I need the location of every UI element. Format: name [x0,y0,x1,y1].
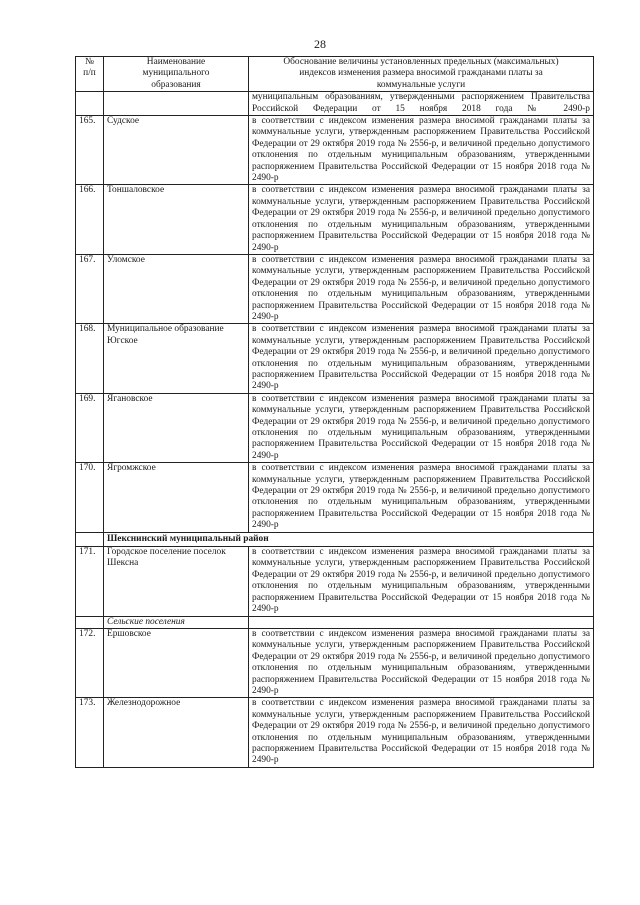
municipality-name: Тоншаловское [104,185,249,254]
header-name: Наименование муниципального образования [104,57,249,92]
table-row [76,393,594,462]
table-cell [76,532,104,546]
municipality-name: Ершовское [104,628,249,697]
table-row [76,463,594,532]
basis-cell: в соответствии с индексом изменения размера вносимой гражданами платы за коммунальные услуги, утвержденным распоряжением Правительства Российской Федерации от 29 октября 2019 года № 2556-р, и величиной предельно допустимого отклонения по отдельным муниципальным образованиям, утвержденными распоряжением Правительства Российской Федерации от 15 ноября 2018 года № 2490-р [249,698,594,767]
municipality-name: Городское поселение поселок Шексна [104,547,249,616]
page-number: 28 [314,37,326,51]
header-basis: Обоснование величины установленных предельных (максимальных) индексов изменения размера вносимой гражданами платы за коммунальные услуги [249,57,594,92]
tariff-index-table [75,56,594,768]
basis-cell: в соответствии с индексом изменения размера вносимой гражданами платы за коммунальные услуги, утвержденным распоряжением Правительства Российской Федерации от 29 октября 2019 года № 2556-р, и величиной предельно допустимого отклонения по отдельным муниципальным образованиям, утвержденными распоряжением Правительства Российской Федерации от 15 ноября 2018 года № 2490-р [249,116,594,185]
municipality-name: Судское [104,116,249,185]
basis-cell-continuation: муниципальным образованиям, утвержденными распоряжением Правительства Российской Федерации от 15 ноября 2018 года № 2490-р [249,92,594,116]
municipality-name: Уломское [104,254,249,323]
table-row [76,116,594,185]
section-row [76,532,594,546]
subsection-title: Сельские поселения [104,616,249,628]
table-row [76,324,594,393]
table-row [76,628,594,697]
basis-cell: в соответствии с индексом изменения размера вносимой гражданами платы за коммунальные услуги, утвержденным распоряжением Правительства Российской Федерации от 29 октября 2019 года № 2556-р, и величиной предельно допустимого отклонения по отдельным муниципальным образованиям, утвержденными распоряжением Правительства Российской Федерации от 15 ноября 2018 года № 2490-р [249,547,594,616]
row-number: 172. [76,628,104,697]
table-cell [249,616,594,628]
row-number: 168. [76,324,104,393]
table-cell [104,92,249,116]
table-cell [76,92,104,116]
row-number: 167. [76,254,104,323]
row-number: 165. [76,116,104,185]
header-num: № п/п [76,57,104,92]
row-number: 169. [76,393,104,462]
row-number: 166. [76,185,104,254]
table-row [76,185,594,254]
basis-cell: в соответствии с индексом изменения размера вносимой гражданами платы за коммунальные услуги, утвержденным распоряжением Правительства Российской Федерации от 29 октября 2019 года № 2556-р, и величиной предельно допустимого отклонения по отдельным муниципальным образованиям, утвержденными распоряжением Правительства Российской Федерации от 15 ноября 2018 года № 2490-р [249,463,594,532]
basis-cell: в соответствии с индексом изменения размера вносимой гражданами платы за коммунальные услуги, утвержденным распоряжением Правительства Российской Федерации от 29 октября 2019 года № 2556-р, и величиной предельно допустимого отклонения по отдельным муниципальным образованиям, утвержденными распоряжением Правительства Российской Федерации от 15 ноября 2018 года № 2490-р [249,185,594,254]
row-number: 170. [76,463,104,532]
table-row [76,254,594,323]
basis-cell: в соответствии с индексом изменения размера вносимой гражданами платы за коммунальные услуги, утвержденным распоряжением Правительства Российской Федерации от 29 октября 2019 года № 2556-р, и величиной предельно допустимого отклонения по отдельным муниципальным образованиям, утвержденными распоряжением Правительства Российской Федерации от 15 ноября 2018 года № 2490-р [249,628,594,697]
basis-cell: в соответствии с индексом изменения размера вносимой гражданами платы за коммунальные услуги, утвержденным распоряжением Правительства Российской Федерации от 29 октября 2019 года № 2556-р, и величиной предельно допустимого отклонения по отдельным муниципальным образованиям, утвержденными распоряжением Правительства Российской Федерации от 15 ноября 2018 года № 2490-р [249,393,594,462]
municipality-name: Муниципальное образование Югское [104,324,249,393]
continuation-row [76,92,594,116]
table-row [76,547,594,616]
basis-cell: в соответствии с индексом изменения размера вносимой гражданами платы за коммунальные услуги, утвержденным распоряжением Правительства Российской Федерации от 29 октября 2019 года № 2556-р, и величиной предельно допустимого отклонения по отдельным муниципальным образованиям, утвержденными распоряжением Правительства Российской Федерации от 15 ноября 2018 года № 2490-р [249,324,594,393]
table-row [76,698,594,767]
table-cell [76,616,104,628]
table-header-row [76,57,594,92]
municipality-name: Ягромжское [104,463,249,532]
subsection-row [76,616,594,628]
row-number: 173. [76,698,104,767]
municipality-name: Железнодорожное [104,698,249,767]
municipality-name: Ягановское [104,393,249,462]
section-title: Шекснинский муниципальный район [104,532,594,546]
row-number: 171. [76,547,104,616]
basis-cell: в соответствии с индексом изменения размера вносимой гражданами платы за коммунальные услуги, утвержденным распоряжением Правительства Российской Федерации от 29 октября 2019 года № 2556-р, и величиной предельно допустимого отклонения по отдельным муниципальным образованиям, утвержденными распоряжением Правительства Российской Федерации от 15 ноября 2018 года № 2490-р [249,254,594,323]
